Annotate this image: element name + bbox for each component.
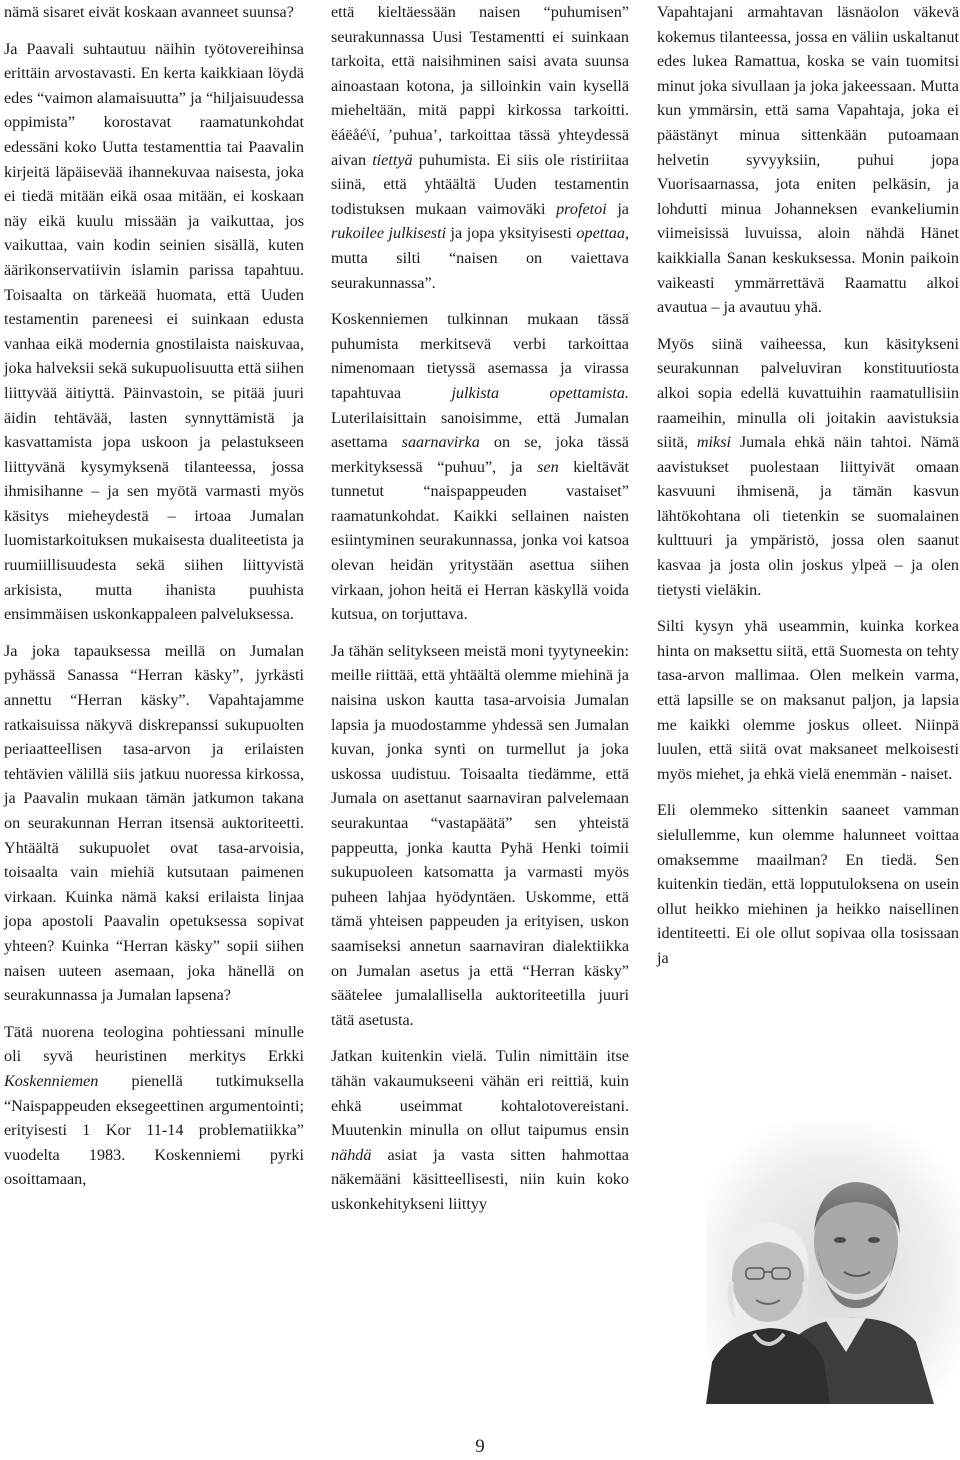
column-2-paragraph-1: että kieltäessään naisen “puhumisen” seurakunnassa Uusi Testamentti ei suinkaan tarkoita, että naisihminen saisi avata suunsa ainoastaan kotona, ja silloinkin vain kysellä mieheltään, mitä pappi kirkossa tarkoitti. ëáëåé\í, ’puhua’, tarkoittaa tässä yhteydessä aivan tiettyä puhumista. Ei siis ole ristiriitaa siinä, että yhtäältä Uuden testamentin todistuksen mukaan vaimoväki profetoi ja rukoilee julkisesti ja jopa yksityisesti opettaa, mutta silti “naisen on vaiettava seurakunnassa”. — [331, 3, 630, 292]
column-3-paragraph-4: Eli olemmeko sittenkin saaneet vamman sielullemme, kun olemme halunneet voittaa omaksemme maailman? En tiedä. Sen kuitenkin tiedän, että lopputuloksena on usein ollut heikko miehinen ja heikko naisellinen identiteetti. Ei ole ollut sopivaa olla tosissaan ja — [657, 801, 959, 967]
column-1-paragraph-2: Ja Paavali suhtautuu näihin työtovereihinsa erittäin arvostavasti. En kerta kaikkiaan löydä edes “vaimon alamaisuutta” ja “hiljaisuudessa oppimista” korostavat raamatunkohdat edessäni koko Uutta testamenttia tai Paavalin kirjeitä läpäisevää ihannekuvaa naisesta, joka ei tiedä mitään eikä osaa mitään, ei koskaan näy eikä kuulu missään ja vaikuttaa, jos vaikuttaa, vain kodin seinien sisällä, kuten äärikonservatiivin islamin parissa tapahtuu. Toisaalta on tärkeää huomata, että Uuden testamentin pareneesi ei suinkaan edusta vanhaa eikä modernia gnostilaista naiskuvaa, joka halveksii sekä sukupuolisuutta että siihen liittyvää äitiyttä. Päinvastoin, se pitää juuri äidin tehtävää, lasten synnyttämistä ja kasvattamista jopa uskoon ja pelastukseen liittyvänä kysymyksenä tilanteessa, jossa ihmisihanne – ja sen myötä varmasti myös käsitys mieheydestä – irtoaa Jumalan luomistarkoituksen mukaisesta dualiteetista ja ruumiillisuudesta sekä siihen liittyvistä arkisista, mutta ihanista puuhista ensimmäisen uskonkappaleen palveluksessa. — [4, 39, 304, 624]
column-1-paragraph-4: Tätä nuorena teologina pohtiessani minulle oli syvä heuristinen merkitys Erkki Koskenniemen pienellä tutkimuksella “Naispappeuden eksegeettinen argumentointi; erityisesti 1 Kor 11-14 problematiikka” vuodelta 1983. Koskenniemi pyrki osoittamaan, — [4, 1022, 304, 1189]
column-3-paragraph-1: Vapahtajani armahtavan läsnäolon väkevä kokemus tilanteessa, jossa en väliin uskaltanut edes lukea Ramattua, koska se vain tuomitsi minut joka sivullaan ja joka jakeessaan. Mutta kun ymmärsin, että sama Vapahtaja, joka ei päästänyt minua sittenkään putoamaan helvetin syvyyksiin, puhui jopa Vuorisaarnassa, jota eniten pelkäsin, ja lohdutti minua Johanneksen evankeliumin viimeisissä luvuissa, aloin nähdä Hänet kaikkialla Sanan keskuksessa. Monin paikoin vaikeasti ymmärrettävä Raamattu alkoi avautua – ja avautuu yhä. — [657, 3, 959, 317]
text-column-2 — [331, 0, 629, 1217]
text-column-3 — [657, 0, 959, 971]
column-3-paragraph-2: Myös siinä vaiheessa, kun käsitykseni seurakunnan palveluviran konstituutiosta alkoi sopia edellä kuvattuihin raamatullisiin raameihin, minulla oli joitakin aavistuksia siitä, miksi Jumala ehkä näin tahtoi. Nämä aavistukset puolestaan liittyivät omaan kasvuuni ihmisenä, ja tämän kasvun lähtökohtana oli tietenkin se suomalainen kulttuuri ja ympäristö, jossa olen saanut kasvaa ja josta olin joskus ylpeä – ja olen tietysti vieläkin. — [657, 334, 959, 599]
text-column-1 — [4, 0, 304, 1192]
page-number: 9 — [475, 1436, 485, 1457]
column-3-paragraph-3: Silti kysyn yhä useammin, kuinka korkea hinta on maksettu siitä, että Suomesta on tehty tasa-arvon mallimaa. Olen melkein varma, että lapsille se on maksanut paljon, ja lapsia me kaikki olemme joskus olleet. Niinpä luulen, että siitä ovat maksaneet melkoisesti myös miehet, ja ehkä vielä enemmän - naiset. — [657, 617, 959, 783]
column-1-paragraph-1: nämä sisaret eivät koskaan avanneet suunsa? — [4, 3, 294, 21]
column-2-paragraph-4: Jatkan kuitenkin vielä. Tulin nimittäin itse tähän vakaumukseeni vähän eri reittiä, kuin ehkä useimmat kohtalotovereistani. Muutenkin minulla on ollut taipumus ensin nähdä asiat ja vasta sitten hahmottaa näkemääni käsitteellisesti, niin kuin koko uskonkehitykseni liittyy — [331, 1047, 629, 1213]
author-couple-photo — [706, 1122, 960, 1404]
column-1-paragraph-3: Ja joka tapauksessa meillä on Jumalan pyhässä Sanassa “Herran käsky”, jyrkästi annettu “Herran käsky”. Vapahtajamme ratkaisuissa näkyvä diskrepanssi sukupuolten periaatteellisen tasa-arvon ja erilaisten tehtävien välillä siis jatkuu nuoressa kirkossa, ja Paavalin mukaan tämän jatkumon takana on seurakunnan Herran itsensä auktoriteetti. Yhtäältä sukupuolet ovat tasa-arvoisia, toisaalta vain miehiä kutsutaan paimenen virkaan. Kuinka nämä kaksi erilaista linjaa jopa apostoli Paavalin opetuksessa sopivat yhteen? Kuinka “Herran käsky” sopii siihen naisen uuteen asemaan, joka hänellä on seurakunnassa ja Jumalan lapsena? — [4, 641, 304, 1005]
column-2-paragraph-2: Koskenniemen tulkinnan mukaan tässä puhumista merkitsevä verbi tarkoittaa nimenomaan tietyssä asemassa ja virassa tapahtuvaa julkista opettamista. Luterilaisittain sanoisimme, että Jumalan asettama saarnavirka on se, joka tässä merkityksessä “puhuu”, ja sen kieltävät tunnetut “naispappeuden vastaiset” raamatunkohdat. Kaikki sellainen naisten esiintyminen seurakunnassa, jonka voi katsoa olevan heidän yritystään asettua siihen virkaan, johon heitä ei Herran käskyllä voida kutsua, on torjuttava. — [331, 310, 630, 624]
column-2-paragraph-3: Ja tähän selitykseen meistä moni tyytyneekin: meille riittää, että yhtäältä olemme miehinä ja naisina uskon kautta tasa-arvoisia Jumalan lapsia ja muodostamme yhdessä sen Jumalan kuvan, jonka synti on turmellut ja joka uskossa uudistuu. Toisaalta tiedämme, että Jumala on asettanut saarnaviran palvelemaan seurakuntaa “vastapäätä” sen yhteistä pappeutta, jonka kautta Pyhä Henki toimii sukupuoleen katsomatta ja varmasti myös puheen lahjaa hyödyntäen. Uskomme, että tämä yhteisen pappeuden ja erityisen, uskon saamiseksi annetun saarnaviran dialektiikka on Jumalan asetus ja että “Herran käsky” säätelee jumalallisella auktoriteetilla juuri tätä asetusta. — [331, 641, 629, 1029]
